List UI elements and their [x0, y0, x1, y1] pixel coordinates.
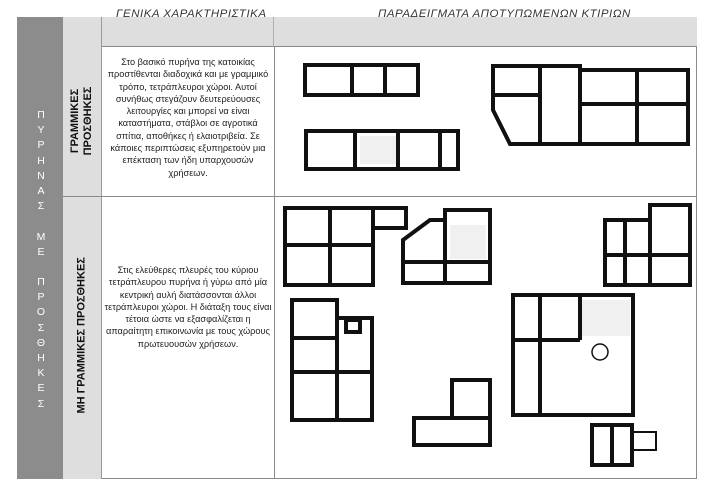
header-cell-examples — [274, 17, 697, 47]
vertical-title — [30, 108, 52, 412]
floor-plan — [292, 300, 372, 420]
title-letter: Μ — [36, 230, 46, 243]
row-label-nonlinear: ΜΗ ΓΡΑΜΜΙΚΕΣ ΠΡΟΣΘΗΚΕΣ — [75, 257, 88, 414]
title-letter: Π — [37, 276, 45, 289]
title-letter: Θ — [36, 336, 46, 349]
title-letter — [30, 214, 52, 229]
title-letter: Ρ — [37, 291, 45, 304]
title-letter: Σ — [37, 321, 45, 334]
title-letter: Ε — [37, 382, 45, 395]
title-letter: Α — [37, 184, 45, 197]
floor-plan — [285, 208, 406, 285]
title-letter: Η — [37, 154, 45, 167]
description-linear: Στο βασικό πυρήνα της κατοικίας προστίθενται διαδοχικά και με γραμμικό τρόπο, τετράπλευροι χώροι. Αυτοί συνήθως στεγάζουν δευτερεύουσες λειτουργίες και μπορεί να είναι καταστήματα, στάβλοι σε αγροτικά σπίτια, αποθήκες ή ελαιοτριβεία. Σε κάποιες περιπτώσεις εξυπηρετούν μια επέκταση των ήδη υπαρχουσών χρήσεων. — [107, 57, 269, 178]
floor-plan-drawings — [275, 48, 696, 478]
title-letter: Υ — [37, 124, 45, 137]
row-label-linear — [69, 81, 95, 161]
header-building-examples: ΠΑΡΑΔΕΙΓΜΑΤΑ ΑΠΟΤΥΠΩΜΕΝΩΝ ΚΤΙΡΙΩΝ — [378, 8, 631, 20]
header-cell-general — [101, 17, 274, 47]
header-general-characteristics: ΓΕΝΙΚΑ ΧΑΡΑΚΤΗΡΙΣΤΙΚΑ — [116, 8, 267, 20]
title-letter: Κ — [37, 367, 45, 380]
title-letter: Η — [37, 352, 45, 364]
row-label-line: ΠΡΟΣΘΗΚΕΣ — [82, 86, 94, 156]
floor-plan — [605, 205, 690, 285]
title-letter: Ρ — [37, 139, 45, 152]
title-letter: Σ — [37, 200, 45, 213]
title-letter: Ε — [37, 245, 45, 258]
title-letter: Σ — [37, 397, 45, 410]
floor-plan — [414, 380, 490, 445]
title-letter: Π — [37, 109, 45, 121]
floor-plan — [493, 66, 688, 144]
title-letter: Ο — [36, 306, 46, 319]
description-nonlinear: Στις ελεύθερες πλευρές του κύριου τετράπλευρου πυρήνα ή γύρω από μία κεντρική αυλή διατάσσονται άλλοι τετράπλευροι χώροι. Η διάταξη τους είναι τέτοια ώστε να εξασφαλίζεται η απαραίτητη επικοινωνία με τους χώρους πρωτευουσών χρήσεων. — [104, 265, 272, 349]
row-label-line: ΓΡΑΜΜΙΚΕΣ — [69, 88, 81, 154]
title-letter — [30, 260, 52, 275]
column-divider — [101, 17, 102, 479]
floor-plan — [592, 425, 656, 465]
title-letter: Ν — [37, 169, 45, 182]
floor-plan — [305, 65, 418, 95]
